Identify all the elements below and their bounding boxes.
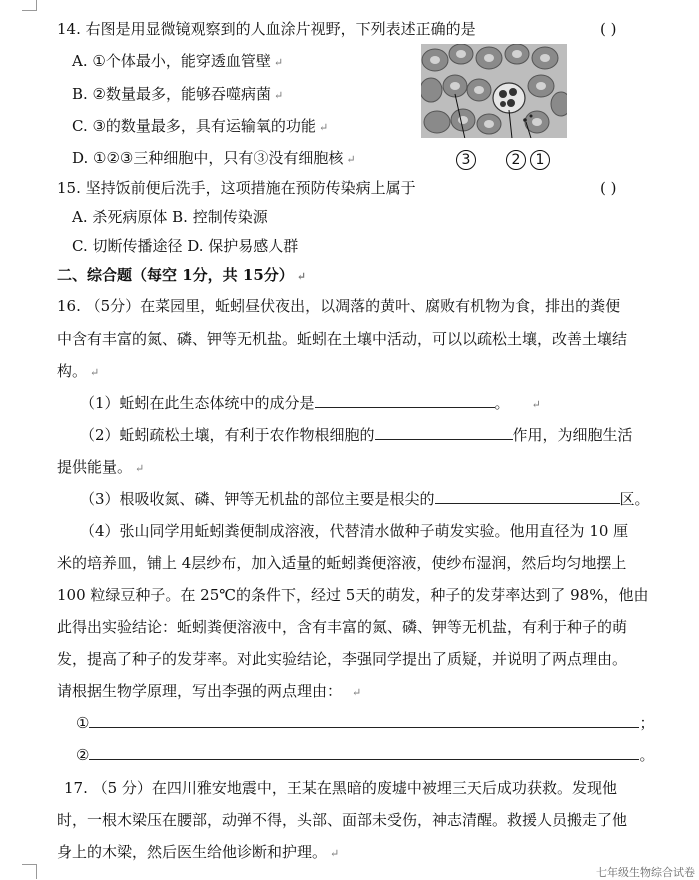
q15-options-cd: C. 切断传播途径 D. 保护易感人群	[72, 237, 299, 255]
paragraph-mark: ↵	[352, 686, 362, 699]
paragraph-mark: ↵	[531, 398, 541, 411]
q16-intro-line-1: 16. （5分）在菜园里，蚯蚓昼伏夜出，以凋落的黄叶、腐败有机物为食，排出的粪便	[57, 297, 621, 315]
cell-label-2: 2	[506, 150, 526, 170]
q16-sub4-line-4: 此得出实验结论：蚯蚓粪便溶液中，含有丰富的氮、磷、钾等无机盐，有利于种子的萌	[57, 618, 628, 636]
q14-answer-paren: ( )	[600, 20, 617, 38]
paragraph-mark: ↵	[318, 121, 329, 134]
blank-answer-2[interactable]	[375, 425, 513, 440]
paragraph-mark: ↵	[346, 153, 356, 166]
q14-option-b: B. ②数量最多，能够吞噬病菌 ↵	[72, 85, 284, 103]
paragraph-mark: ↵	[273, 56, 284, 69]
q15-options-ab: A. 杀死病原体 B. 控制传染源	[72, 208, 268, 226]
cell-label-3: 3	[456, 150, 476, 170]
blood-smear-micrograph	[421, 44, 567, 138]
blank-reason-1[interactable]	[89, 713, 639, 728]
q17-line-1: 17. （5 分）在四川雅安地震中，王某在黑暗的废墟中被埋三天后成功获救。发现他	[64, 779, 617, 797]
q16-sub2-cont: 提供能量。 ↵	[57, 458, 145, 476]
q16-sub4-line-1: （4）张山同学用蚯蚓粪便制成溶液，代替清水做种子萌发实验。他用直径为 10 厘	[80, 522, 629, 540]
q14-option-d: D. ①②③三种细胞中，只有③没有细胞核 ↵	[72, 149, 356, 167]
paragraph-mark: ↵	[330, 847, 340, 860]
blank-answer-1[interactable]	[315, 393, 495, 408]
page-corner-bottom-left	[22, 864, 37, 879]
blank-reason-2[interactable]	[89, 745, 639, 760]
q17-line-3: 身上的木梁，然后医生给他诊断和护理。 ↵	[57, 843, 340, 861]
q16-sub1: （1）蚯蚓在此生态体统中的成分是 。 ↵	[80, 394, 541, 412]
paragraph-mark: ↵	[135, 462, 145, 475]
q15-answer-paren: ( )	[600, 179, 617, 197]
q17-line-2: 时，一根木梁压在腰部，动弹不得，头部、面部未受伤，神志清醒。救援人员搬走了他	[57, 811, 628, 829]
q16-sub3: （3）根吸收氮、磷、钾等无机盐的部位主要是根尖的 区。	[80, 490, 650, 508]
q16-intro-line-3: 构。 ↵	[57, 362, 100, 380]
q16-reason-2: ② 。	[76, 746, 655, 764]
q16-sub4-line-5: 发，提高了种子的发芽率。对此实验结论，李强同学提出了质疑，并说明了两点理由。	[57, 650, 628, 668]
blank-answer-3[interactable]	[435, 489, 620, 504]
q14-stem: 14. 右图是用显微镜观察到的人血涂片视野，下列表述正确的是	[57, 20, 476, 38]
cell-label-1: 1	[530, 150, 550, 170]
q14-option-c: C. ③的数量最多，具有运输氧的功能 ↵	[72, 117, 329, 135]
paragraph-mark: ↵	[296, 270, 306, 283]
page-footer: 七年级生物综合试卷	[596, 866, 695, 879]
paragraph-mark: ↵	[274, 89, 284, 102]
q16-sub2: （2）蚯蚓疏松土壤，有利于农作物根细胞的 作用，为细胞生活	[80, 426, 633, 444]
q16-intro-line-2: 中含有丰富的氮、磷、钾等无机盐。蚯蚓在土壤中活动，可以以疏松土壤，改善土壤结	[57, 330, 628, 348]
figure-cell-labels	[456, 148, 566, 172]
q15-stem: 15. 坚持饭前便后洗手，这项措施在预防传染病上属于	[57, 179, 416, 197]
section-heading: 二、综合题（每空 1分，共 15分） ↵	[57, 266, 306, 284]
q16-sub4-line-3: 100 粒绿豆种子。在 25℃的条件下，经过 5天的萌发，种子的发芽率达到了 98%，他由	[57, 586, 649, 604]
page-corner-top-left	[22, 0, 37, 11]
q16-reason-1: ① ；	[76, 714, 655, 732]
q16-sub4-line-2: 米的培养皿，铺上 4层纱布，加入适量的蚯蚓粪便溶液，使纱布湿润，然后均匀地摆上	[57, 554, 627, 572]
q16-sub4-line-6: 请根据生物学原理，写出李强的两点理由： ↵	[57, 682, 362, 700]
paragraph-mark: ↵	[90, 366, 100, 379]
q14-option-a: A. ①个体最小，能穿透血管壁 ↵	[72, 52, 284, 70]
